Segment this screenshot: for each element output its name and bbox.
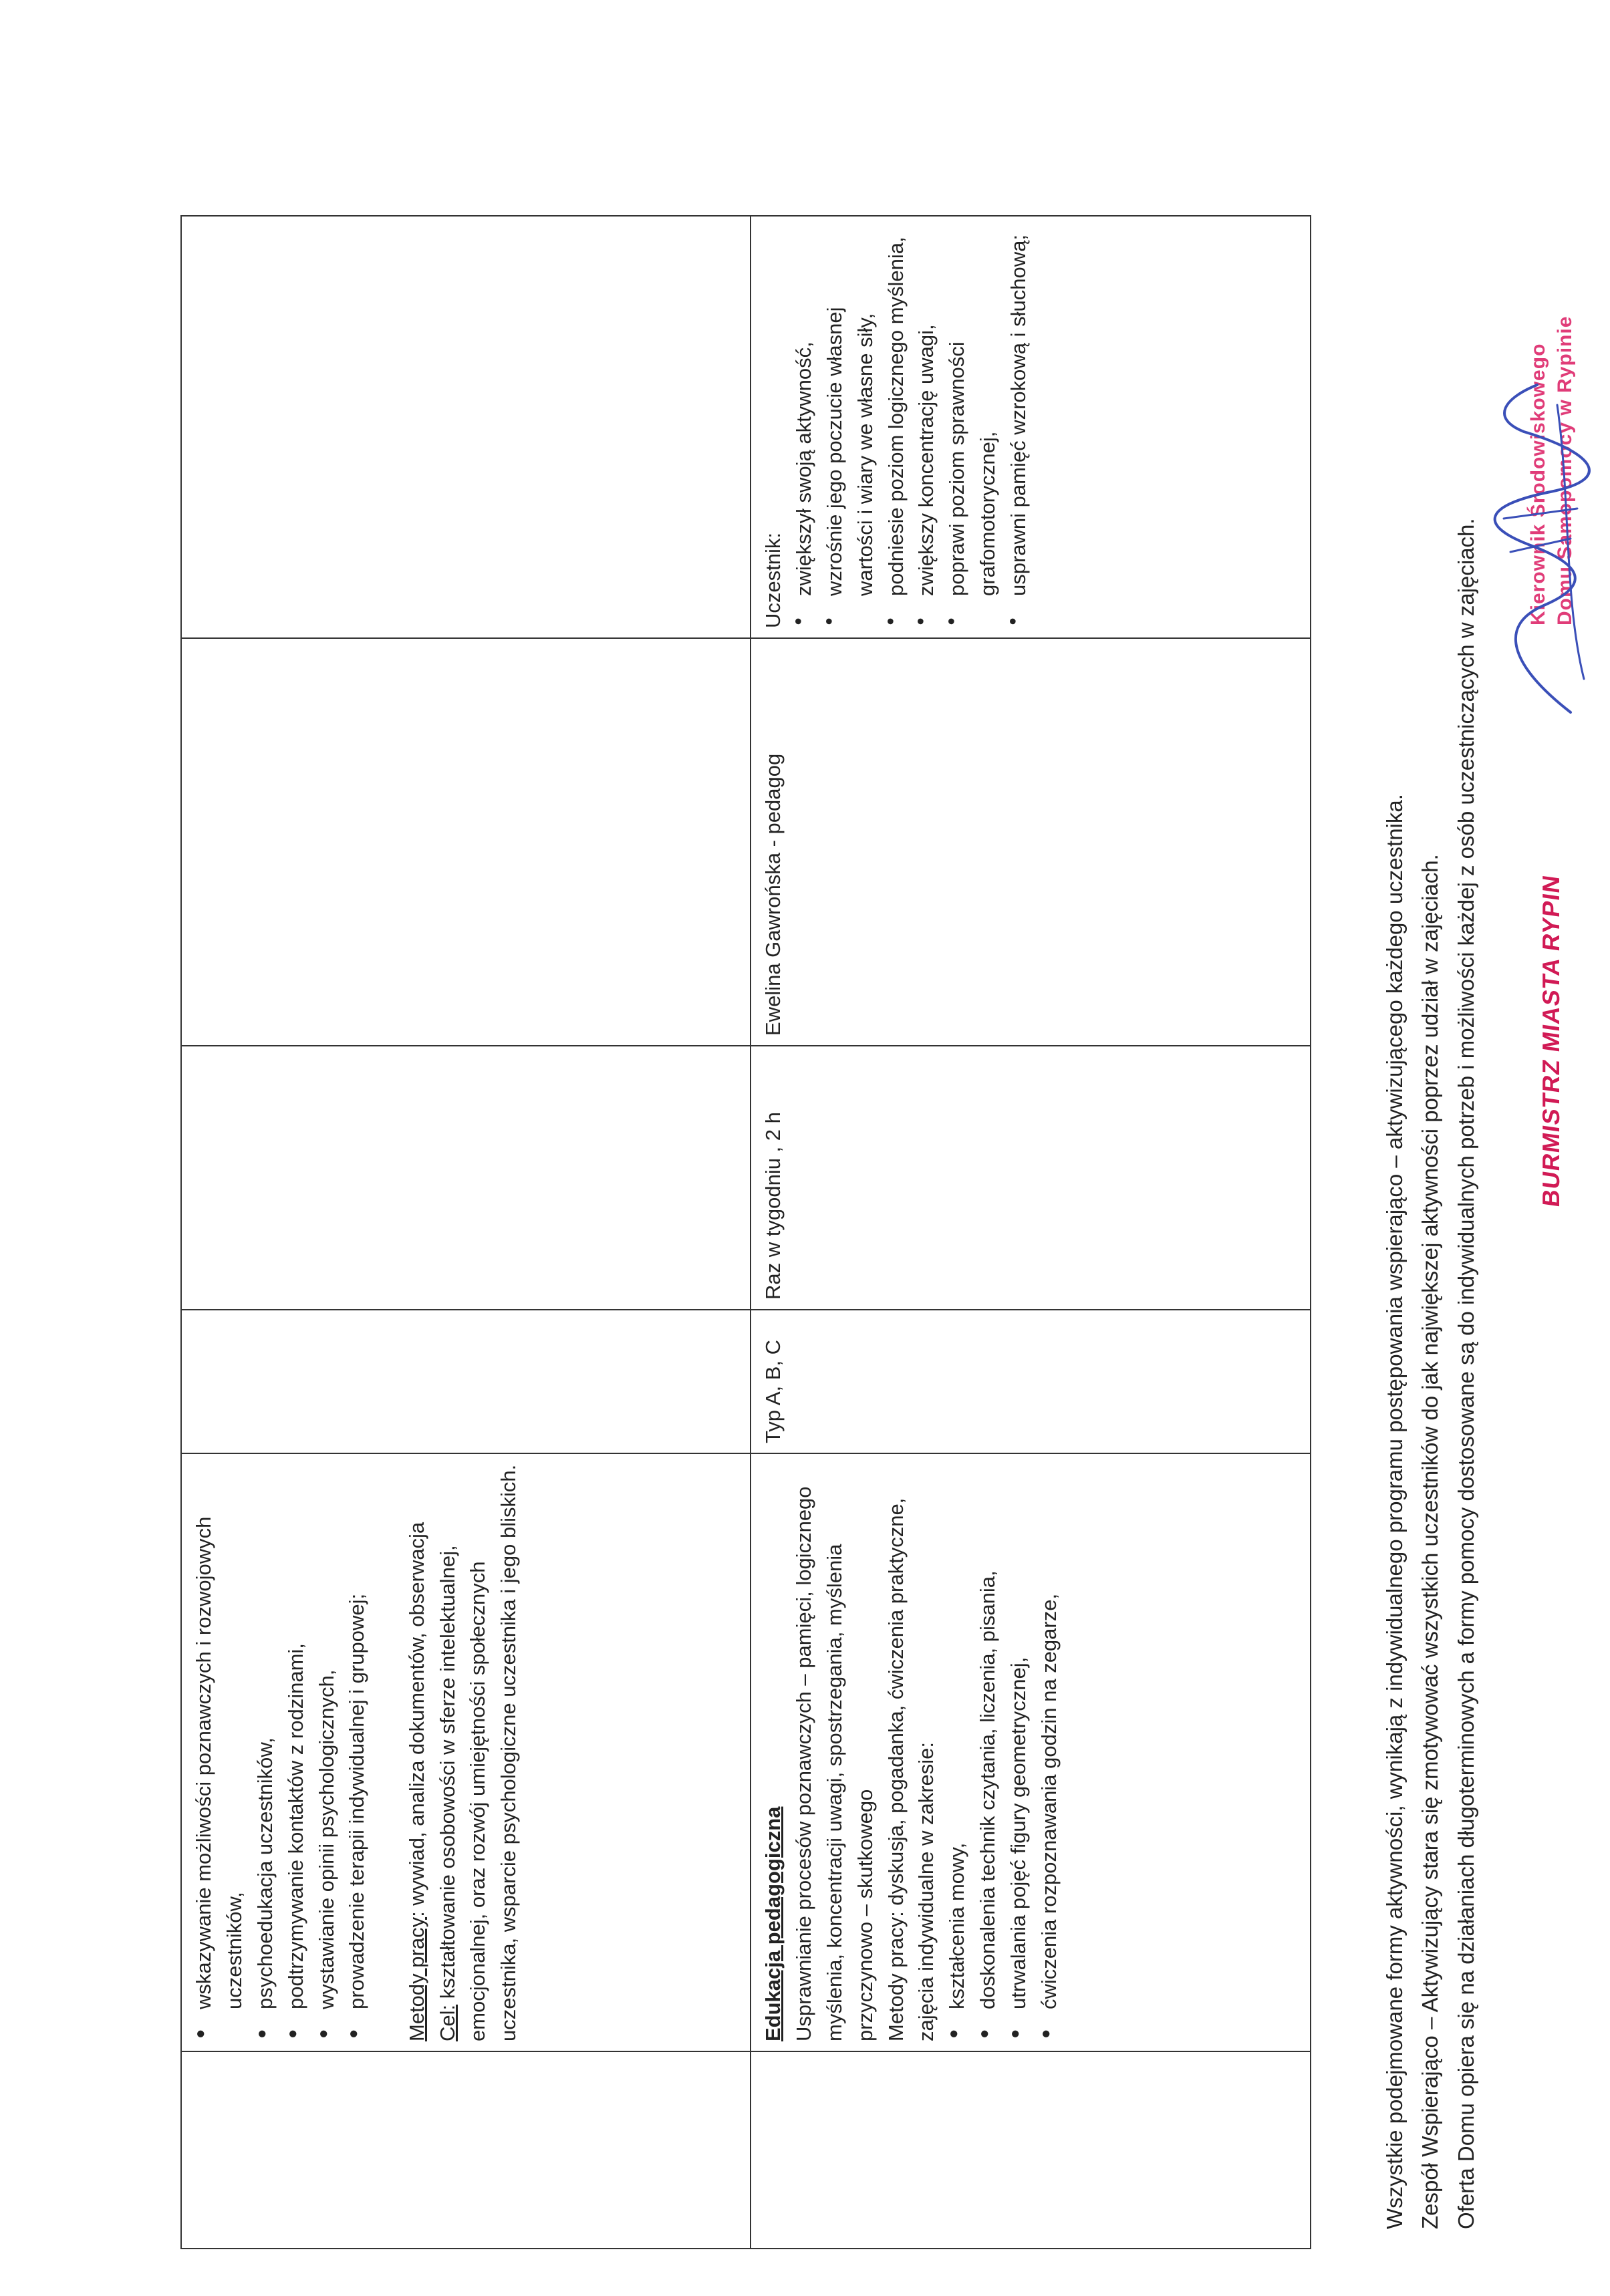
outcomes-label: Uczestnik: xyxy=(761,533,785,628)
table-cell-person xyxy=(751,638,1311,1046)
frequency: Raz w tygodniu , 2 h xyxy=(761,1112,785,1300)
mayor-stamp: BURMISTRZ MIASTA RYPIN xyxy=(1537,873,1565,1209)
list-item: ● usprawni pamięć wzrokową i słuchową; xyxy=(1003,226,1034,596)
goal-text: kształtowanie osobowości w sferze intelektualnej, emocjonalnej, oraz rozwój umiejętności społecznych uczestnika, wsparcie psychologiczne uczestnika i jego bliskich. xyxy=(435,1464,521,2041)
list-item: ● utrwalania pojęć figury geometrycznej, xyxy=(1003,1463,1034,2009)
table-cell-empty xyxy=(751,2051,1311,2249)
methods-text: : wywiad, analiza dokumentów, obserwacja xyxy=(404,1522,428,1917)
director-stamp-line2: Domu Samopomocy w Rypinie xyxy=(1554,315,1576,625)
list-item: ● wskazywanie możliwości poznawczych i rozwojowych uczestników, xyxy=(188,1463,250,2009)
list-item: ● wystawianie opinii psychologicznych, xyxy=(311,1463,342,2009)
footer-line: Wszystkie podejmowane formy aktywności, wynikają z indywidualnego programu postępowania wspierająco – aktywizującego każdego uczestnika. xyxy=(1382,794,1407,2229)
list-item: ● podniesie poziom logicznego myślenia, xyxy=(881,226,912,596)
table-cell-outcomes xyxy=(751,216,1311,638)
director-stamp-line1: Kierownik Środowiskowego xyxy=(1527,343,1549,625)
methods-label: Metody pracy xyxy=(404,1916,428,2041)
responsible-person: Ewelina Gawrońska - pedagog xyxy=(761,753,785,1036)
methods-paragraph: Metody pracy: dyskusja, pogadanka, ćwiczenia praktyczne, zajęcia indywidualne w zakresie: xyxy=(884,1497,938,2041)
list-item: ● kształcenia mowy, xyxy=(942,1463,972,2009)
list-item: ● ćwiczenia rozpoznawania godzin na zegarze, xyxy=(1034,1463,1065,2009)
section-heading: Edukacja pedagogiczna xyxy=(761,1806,785,2041)
table-cell-type xyxy=(751,1310,1311,1453)
footer-notes xyxy=(1377,158,1484,2229)
table-cell-empty xyxy=(181,638,751,1046)
list-item: ● prowadzenie terapii indywidualnej i grupowej; xyxy=(342,1463,372,2009)
list-item: ● zwiększył swoją aktywność, xyxy=(789,226,819,596)
participant-type: Typ A, B, C xyxy=(761,1339,785,1443)
outcomes-list xyxy=(789,226,1034,628)
list-item: ● podtrzymywanie kontaktów z rodzinami, xyxy=(281,1463,311,2009)
footer-line: Oferta Domu opiera się na działaniach długoterminowych a formy pomocy dostosowane są do indywidualnych potrzeb i możliwości każdej z osób uczestniczących w zajęciach. xyxy=(1453,518,1478,2229)
table-cell-description xyxy=(181,1453,751,2051)
pedagogy-tasks-list xyxy=(942,1463,1065,2041)
table-cell-empty xyxy=(181,2051,751,2249)
list-item: ● psychoedukacja uczestników, xyxy=(250,1463,281,2009)
table-cell-frequency xyxy=(751,1046,1311,1310)
list-item: ● zwiększy koncentrację uwagi, xyxy=(911,226,942,596)
psychology-tasks-list xyxy=(188,1463,372,2041)
table-row xyxy=(181,216,751,2249)
footer-line: Zespół Wspierająco – Aktywizujący stara się zmotywować wszystkich uczestników do jak największej aktywności poprzez udział w zajęciach. xyxy=(1418,854,1443,2229)
table-cell-description xyxy=(751,1453,1311,2051)
methods-paragraph xyxy=(402,1463,432,2041)
table-row xyxy=(751,216,1311,2249)
handwritten-signature xyxy=(1470,372,1604,719)
table-cell-empty xyxy=(181,1310,751,1453)
list-item: ● doskonalenia technik czytania, liczenia, pisania, xyxy=(972,1463,1003,2009)
intro-paragraph: Usprawnianie procesów poznawczych – pamięci, logicznego myślenia, koncentracji uwagi, spostrzegania, myślenia przyczynowo – skutkowego xyxy=(791,1486,877,2041)
activities-table xyxy=(180,215,1311,2249)
goal-label: Cel: xyxy=(435,2004,459,2041)
goal-paragraph xyxy=(432,1463,525,2041)
table-cell-empty xyxy=(181,216,751,638)
table-cell-empty xyxy=(181,1046,751,1310)
list-item: ● poprawi poziom sprawności grafomotorycznej, xyxy=(942,226,1003,596)
list-item: ● wzrośnie jego poczucie własnej wartości i wiary we własne siły, xyxy=(819,226,881,596)
